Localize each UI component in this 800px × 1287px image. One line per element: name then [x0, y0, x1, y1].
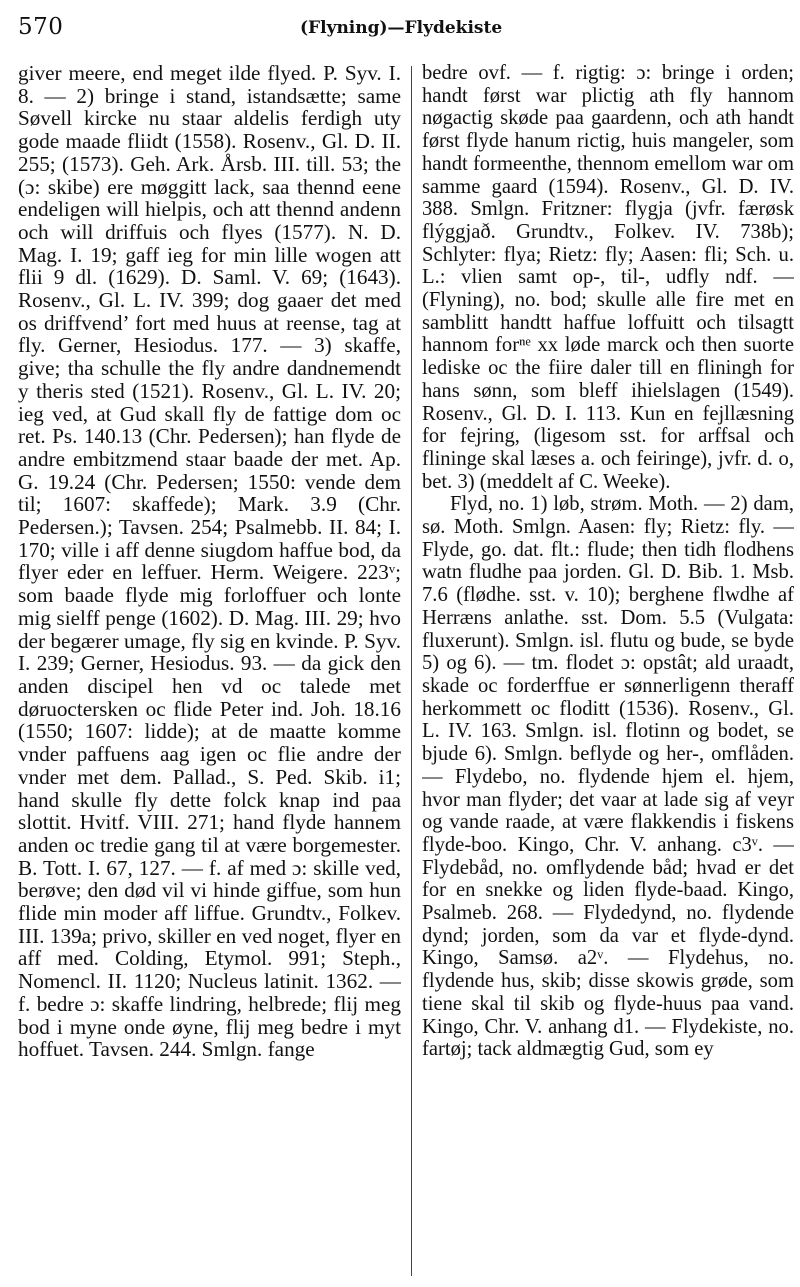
right-column-paragraph-2: Flyd, no. 1) løb, strøm. Moth. — 2) dam, sø. Moth. Smlgn. Aasen: fly; Rietz: fly. — Flyde, go. dat. flt.: flude; then tidh flodhens watn fludhe paa jorden. Gl. D. Bib. 1. Msb. 7.6 (flødhe. sst. v. 10); berghene flwdhe af Herræns anlathe. sst. Dom. 5.5 (Vulgata: fluxerunt). Smlgn. isl. flutu og bude, se byde 5) og 6). — tm. flodet ɔ: opstât; ald uraadt, skade oc forderffue er sønnerligenn theraff herkommett oc floditt (1536). Rosenv., Gl. L. IV. 163. Smlgn. isl. flotinn og bodet, se bjude 6). Smlgn. beflyde og her-, omflåden. — Flydebo, no. flydende hjem el. hjem, hvor man flyder; det vaar at lade sig af veyr og vande raade, at være flakkendis i fiskens flyde-boo. Kingo, Chr. V. anhang. c3ᵛ. — Flydebåd, no. omflydende båd; hvad er det for en snekke og liden flyde-baad. Kingo, Psalmeb. 268. — Flydedynd, no. flydende dynd; jorden, som da var et flyde-dynd. Kingo, Samsø. a2ᵛ. — Flydehus, no. flydende hus, skib; disse skowis grøde, som tiene skal til skib og flyde-huus paa vand. Kingo, Chr. V. anhang d1. — Flydekiste, no. fartøj; tack aldmægtig Gud, som ey [422, 493, 794, 1061]
left-column-paragraph: giver meere, end meget ilde flyed. P. Syv. I. 8. — 2) bringe i stand, istandsætte; same Søvell kircke nu staar aldelis ferdigh uty gode maade fliidt (1558). Rosenv., Gl. D. II. 255; (1573). Geh. Ark. Årsb. III. till. 53; the (ɔ: skibe) ere møggitt lack, saa thennd eene endeligen will hielpis, och att thennd andenn och will driffuis och flyes (1577). N. D. Mag. I. 19; gaff ieg for min lille wogen att flii 9 dl. (1629). D. Saml. V. 69; (1643). Rosenv., Gl. L. IV. 399; dog gaaer det med os driffvend’ fort med huus at reense, tag at fly. Gerner, Hesiodus. 177. — 3) skaffe, give; tha schulle the fly andre dandnemendt y theris sted (1521). Rosenv., Gl. L. IV. 20; ieg ved, at Gud skall fly de fattige dom oc ret. Ps. 140.13 (Chr. Pedersen); han flyde de andre embitzmend staar baade der met. Ap. G. 19.24 (Chr. Pedersen; 1550: vende dem til; 1607: skaffede); Mark. 3.9 (Chr. Pedersen.); Tavsen. 254; Psalmebb. II. 84; I. 170; ville i aff denne siugdom haffue bod, da flyer eder en leffuer. Herm. Weigere. 223ᵛ; som baade flyde mig forloffuer och lonte mig sielff penge (1602). D. Mag. III. 29; hvo der begærer umage, fly sig en kvinde. P. Syv. I. 239; Gerner, Hesiodus. 93. — da gick den anden discipel hen vd oc talede met døruoctersken oc flide Peter ind. Joh. 18.16 (1550; 1607: lidde); at de maatte komme vnder paffuens aag igen oc flie andre der vnder met dem. Pallad., S. Ped. Skib. i1; hand skulle fly dette folck knap ind paa slottit. Hvitf. VIII. 271; hand flyde hannem anden oc tredie gang til at være borgemester. B. Tott. I. 67, 127. — f. af med ɔ: skille ved, berøve; den død vil vi hinde giffue, som hun flide min moder aff liffue. Grundtv., Folkev. III. 139a; privo, skiller en ved noget, flyer en aff med. Colding, Etymol. 991; Steph., Nomencl. II. 1120; Nucleus latinit. 1362. — f. bedre ɔ: skaffe lindring, helbrede; flij meg bod i myne onde øyne, flij meg bedre i myt hoffuet. Tavsen. 244. Smlgn. fange [18, 62, 401, 1062]
left-column [18, 62, 401, 1277]
page-header [0, 14, 800, 44]
right-column [422, 62, 794, 1277]
column-divider [411, 66, 412, 1276]
page-number: 570 [18, 14, 64, 40]
running-head: (Flyning)—Flydekiste [300, 18, 503, 38]
right-column-paragraph-1: bedre ovf. — f. rigtig: ɔ: bringe i orden; handt først war plictig ath fly hannom nøgactig skøde paa gaardenn, och ath handt først flyde hanum rictig, huis mangeler, som handt formeenthe, thennom emellom war om samme gaard (1594). Rosenv., Gl. D. IV. 388. Smlgn. Fritzner: flygja (jvfr. færøsk flýggjað. Grundtv., Folkev. IV. 738b); Schlyter: flya; Rietz: fly; Aasen: fli; Sch. u. L.: vlien samt op-, til-, udfly ndf. — (Flyning), no. bod; skulle alle fire met en samblitt handtt haffue loffuitt och tilsagtt hannom forⁿᵉ xx løde marck och then suorte lediske oc the fiire daler till en fliningh for hans sønn, som bleff ihielslagen (1549). Rosenv., Gl. D. I. 113. Kun en fejllæsning for fejring, (ligesom sst. for arffsal och flininge skal læses a. och feiringe), jvfr. d. o, bet. 3) (meddelt af C. Weeke). [422, 62, 794, 493]
